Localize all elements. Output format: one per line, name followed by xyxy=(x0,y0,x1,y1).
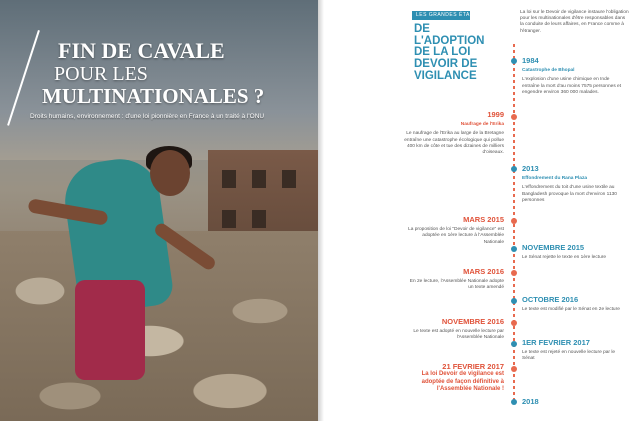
section-label: LES GRANDES ÉTAPES xyxy=(412,11,470,20)
event-1984: 1984 Catastrophe de Bhopal L'explosion d'une usine chimique en Inde entraîne la mort d'au moins 7575 personnes et engendre environ 360 000 malades. xyxy=(522,56,622,95)
title-line-2: POUR LES xyxy=(54,63,148,85)
event-1999: 1999 Naufrage de l'Erika Le naufrage de l'Erika au large de la Bretagne entraîne une catastrophe écologique qui pollue 400 km de côte et tue des dizaines de milliers d'oiseaux. xyxy=(404,110,504,156)
timeline-dot xyxy=(511,218,517,224)
timeline-dot xyxy=(511,320,517,326)
cover-photo-page xyxy=(0,0,318,421)
timeline-intro: La loi sur le Devoir de vigilance instaure l'obligation pour les multinationales d'être responsables dans la conduite de leurs affaires, en France comme à l'étranger. xyxy=(520,10,629,34)
timeline-page xyxy=(324,0,640,421)
event-octobre-2016: OCTOBRE 2016 Le texte est modifié par le Sénat en 2e lecture xyxy=(522,295,620,312)
event-mars-2015: MARS 2015 La proposition de loi "Devoir de vigilance" est adoptée en 1ère lecture à l'Assemblée Nationale xyxy=(408,215,504,245)
event-novembre-2015: NOVEMBRE 2015 Le Sénat rejette le texte en 1ère lecture xyxy=(522,243,606,260)
event-2013: 2013 Effondrement du Rana Plaza L'effondrement du toit d'une usine textile au Bangladesh provoque la mort d'environ 1130 personnes xyxy=(522,164,617,203)
event-21-fevrier-2017: 21 FEVRIER 2017 La loi Devoir de vigilance est adoptée de façon définitive à l'Assemblée Nationale ! xyxy=(421,362,504,393)
timeline-dot xyxy=(511,270,517,276)
event-2018: 2018 xyxy=(522,397,539,406)
timeline-dot xyxy=(511,58,517,64)
timeline-dot xyxy=(511,341,517,347)
timeline-dot xyxy=(511,166,517,172)
timeline-dot xyxy=(511,298,517,304)
event-novembre-2016: NOVEMBRE 2016 Le texte est adopté en nouvelle lecture par l'Assemblée Nationale xyxy=(413,317,504,341)
timeline-dot xyxy=(511,399,517,405)
timeline-dot xyxy=(511,114,517,120)
event-mars-2016: MARS 2016 En 2e lecture, l'Assemblée Nationale adopte un texte amendé xyxy=(409,267,504,291)
event-1er-fevrier-2017: 1ER FEVRIER 2017 Le texte est rejeté en nouvelle lecture par le Sénat xyxy=(522,338,616,362)
title-line-1: FIN DE CAVALE xyxy=(58,38,225,63)
timeline-heading: DE L'ADOPTION DE LA LOI DEVOIR DE VIGILANCE xyxy=(414,23,485,82)
title-line-3: MULTINATIONALES ? xyxy=(42,84,265,108)
cover-subtitle: Droits humains, environnement : d'une loi pionnière en France à un traité à l'ONU xyxy=(30,113,265,120)
timeline-dot xyxy=(511,246,517,252)
cover-title xyxy=(42,38,265,108)
timeline-dot xyxy=(511,366,517,372)
